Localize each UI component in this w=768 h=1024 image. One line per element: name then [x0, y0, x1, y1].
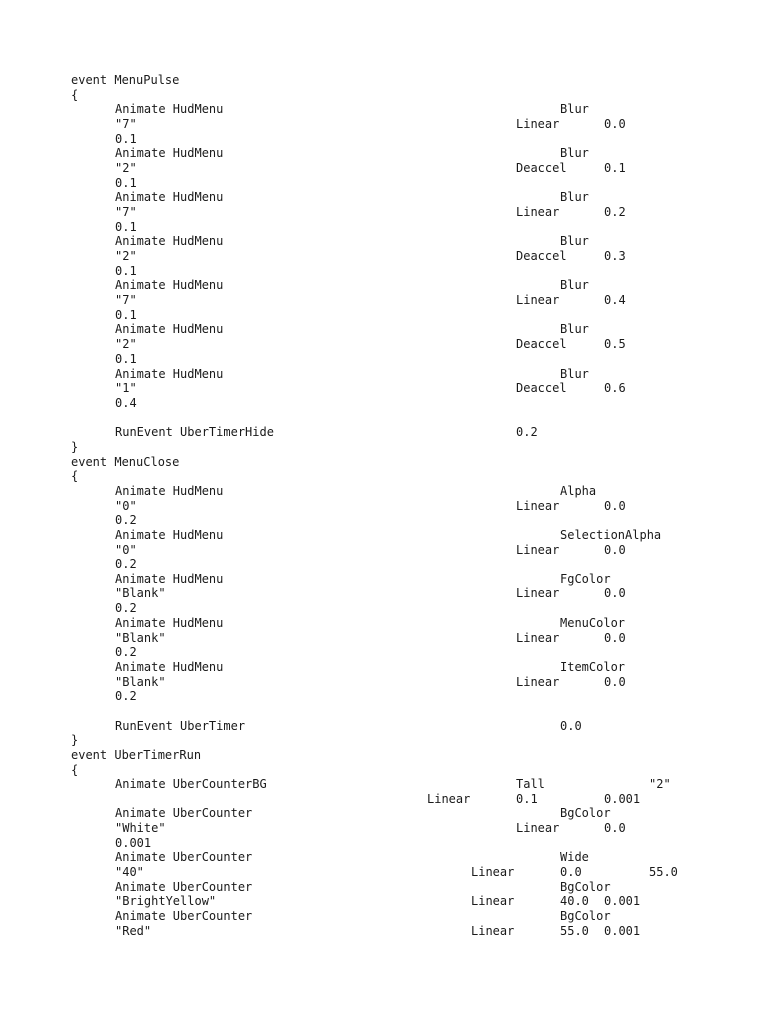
- code-token: 0.0: [604, 821, 626, 835]
- code-token: 0.1: [115, 176, 137, 190]
- code-token: 0.0: [604, 543, 626, 557]
- code-token: 0.4: [115, 396, 137, 410]
- code-token: 0.1: [115, 264, 137, 278]
- code-token: "1": [115, 381, 137, 395]
- code-token: event MenuPulse: [71, 73, 180, 87]
- code-token: Animate HudMenu: [115, 572, 224, 586]
- code-token: 0.001: [115, 836, 152, 850]
- code-token: Linear: [471, 924, 515, 938]
- code-token: 0.0: [604, 586, 626, 600]
- code-token: Linear: [427, 792, 471, 806]
- code-token: 0.001: [604, 792, 641, 806]
- code-token: Deaccel: [516, 161, 567, 175]
- code-token: Animate HudMenu: [115, 528, 224, 542]
- code-token: "White": [115, 821, 166, 835]
- code-token: Blur: [560, 102, 589, 116]
- code-token: Deaccel: [516, 249, 567, 263]
- code-token: ItemColor: [560, 660, 626, 674]
- code-token: 0.1: [516, 792, 538, 806]
- code-token: Linear: [516, 631, 560, 645]
- code-token: 0.5: [604, 337, 626, 351]
- code-token: 0.0: [560, 865, 582, 879]
- code-token: Animate UberCounter: [115, 880, 253, 894]
- code-token: 0.1: [115, 220, 137, 234]
- code-token: Linear: [516, 821, 560, 835]
- code-token: event UberTimerRun: [71, 748, 202, 762]
- code-token: "7": [115, 117, 137, 131]
- code-token: Animate HudMenu: [115, 190, 224, 204]
- code-token: "0": [115, 543, 137, 557]
- code-token: 55.0: [560, 924, 589, 938]
- code-token: Animate UberCounter: [115, 850, 253, 864]
- code-token: "40": [115, 865, 144, 879]
- code-token: }: [71, 733, 79, 747]
- code-token: Animate UberCounter: [115, 806, 253, 820]
- code-token: Blur: [560, 146, 589, 160]
- code-token: 0.0: [604, 675, 626, 689]
- code-token: SelectionAlpha: [560, 528, 662, 542]
- code-token: 0.2: [115, 513, 137, 527]
- code-token: BgColor: [560, 909, 611, 923]
- code-token: 0.001: [604, 924, 641, 938]
- code-token: Blur: [560, 322, 589, 336]
- code-token: "7": [115, 205, 137, 219]
- code-token: 0.1: [115, 352, 137, 366]
- code-token: 0.0: [560, 719, 582, 733]
- code-token: event MenuClose: [71, 455, 180, 469]
- code-token: 0.1: [115, 132, 137, 146]
- code-token: "Blank": [115, 586, 166, 600]
- code-token: 0.2: [115, 689, 137, 703]
- code-token: "2": [115, 337, 137, 351]
- code-token: 0.6: [604, 381, 626, 395]
- code-token: Animate HudMenu: [115, 278, 224, 292]
- code-token: BgColor: [560, 880, 611, 894]
- code-token: Animate UberCounter: [115, 909, 253, 923]
- code-token: Linear: [516, 675, 560, 689]
- code-token: MenuColor: [560, 616, 626, 630]
- code-token: "Red": [115, 924, 152, 938]
- code-token: 0.2: [115, 645, 137, 659]
- code-token: Deaccel: [516, 381, 567, 395]
- code-token: Animate HudMenu: [115, 234, 224, 248]
- code-token: 0.0: [604, 631, 626, 645]
- code-token: Animate HudMenu: [115, 322, 224, 336]
- code-token: "2": [115, 161, 137, 175]
- code-token: FgColor: [560, 572, 611, 586]
- code-token: Linear: [516, 293, 560, 307]
- code-token: Animate UberCounterBG: [115, 777, 267, 791]
- code-token: Linear: [516, 543, 560, 557]
- code-token: Linear: [516, 499, 560, 513]
- code-token: "0": [115, 499, 137, 513]
- code-token: Linear: [516, 205, 560, 219]
- code-token: Wide: [560, 850, 589, 864]
- code-token: Alpha: [560, 484, 597, 498]
- code-token: {: [71, 469, 79, 483]
- code-token: 0.4: [604, 293, 626, 307]
- code-token: {: [71, 88, 79, 102]
- code-token: Animate HudMenu: [115, 367, 224, 381]
- code-token: Animate HudMenu: [115, 616, 224, 630]
- code-token: "BrightYellow": [115, 894, 217, 908]
- code-token: Linear: [471, 865, 515, 879]
- code-token: {: [71, 763, 79, 777]
- code-token: Blur: [560, 278, 589, 292]
- code-token: RunEvent UberTimerHide: [115, 425, 274, 439]
- code-token: Animate HudMenu: [115, 660, 224, 674]
- code-token: Deaccel: [516, 337, 567, 351]
- code-token: Animate HudMenu: [115, 484, 224, 498]
- code-token: }: [71, 440, 79, 454]
- code-token: RunEvent UberTimer: [115, 719, 246, 733]
- code-token: 0.0: [604, 499, 626, 513]
- code-token: 40.0: [560, 894, 589, 908]
- code-token: 0.0: [604, 117, 626, 131]
- code-token: 0.3: [604, 249, 626, 263]
- code-token: "7": [115, 293, 137, 307]
- code-token: Linear: [516, 117, 560, 131]
- code-token: 0.2: [516, 425, 538, 439]
- code-token: Animate HudMenu: [115, 102, 224, 116]
- code-token: Linear: [471, 894, 515, 908]
- code-token: Blur: [560, 190, 589, 204]
- code-token: Blur: [560, 234, 589, 248]
- code-token: 0.1: [604, 161, 626, 175]
- code-token: 0.2: [604, 205, 626, 219]
- code-token: 55.0: [649, 865, 678, 879]
- code-token: 0.1: [115, 308, 137, 322]
- code-token: Animate HudMenu: [115, 146, 224, 160]
- code-token: 0.2: [115, 557, 137, 571]
- code-token: BgColor: [560, 806, 611, 820]
- code-token: Linear: [516, 586, 560, 600]
- code-token: "Blank": [115, 631, 166, 645]
- code-token: 0.001: [604, 894, 641, 908]
- code-token: 0.2: [115, 601, 137, 615]
- code-token: "2": [649, 777, 671, 791]
- code-token: Blur: [560, 367, 589, 381]
- code-token: "Blank": [115, 675, 166, 689]
- code-token: Tall: [516, 777, 545, 791]
- code-token: "2": [115, 249, 137, 263]
